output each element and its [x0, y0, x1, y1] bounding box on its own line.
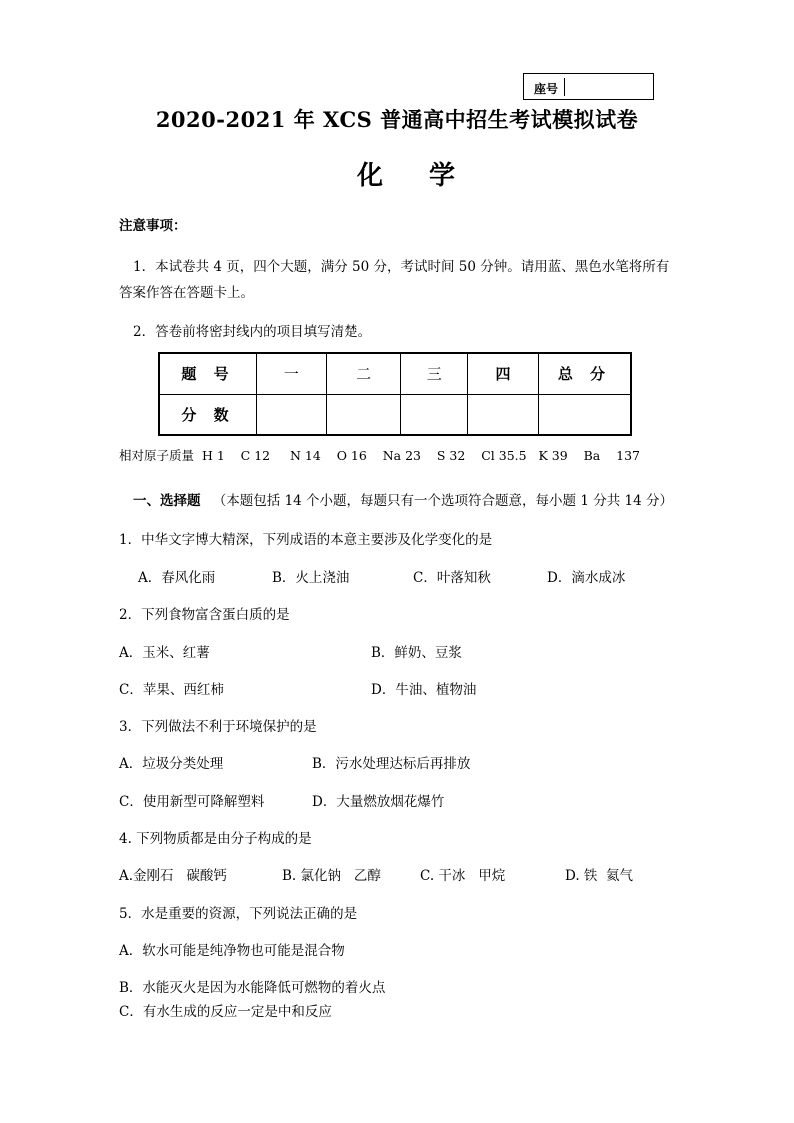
seat-number-box	[523, 73, 654, 100]
relative-atomic-masses: 相对原子质量 H 1 C 12 N 14 O 16 Na 23 S 32 Cl 35.5 K 39 Ba 137	[119, 448, 640, 463]
score-cell	[326, 394, 401, 435]
seat-number-label: 座号	[534, 82, 559, 96]
question-4-option-c: C. 干冰 甲烷	[420, 868, 506, 884]
question-2-option-a: A．玉米、红薯	[119, 645, 210, 661]
seat-number-divider	[564, 78, 565, 96]
question-5-option-b: B．水能灭火是因为水能降低可燃物的着火点	[119, 980, 386, 996]
score-cell	[468, 394, 539, 435]
question-5-stem: 5．水是重要的资源，下列说法正确的是	[119, 906, 358, 922]
question-1-option-a: A．春风化雨	[138, 570, 216, 586]
score-table-header-cell: 一	[257, 353, 327, 394]
exam-title: 2020-2021 年 XCS 普通高中招生考试模拟试卷	[155, 107, 639, 132]
question-3-option-d: D．大量燃放烟花爆竹	[312, 794, 445, 810]
question-4-option-d: D. 铁 氦气	[565, 868, 634, 884]
question-2-option-c: C．苹果、西红柿	[119, 682, 224, 698]
question-4-option-b: B. 氯化钠 乙醇	[282, 868, 381, 884]
score-table-score-row	[159, 394, 631, 435]
section-1-title: 一、选择题	[133, 493, 201, 509]
question-3-option-c: C．使用新型可降解塑料	[119, 794, 265, 810]
score-table-header-cell: 二	[326, 353, 401, 394]
score-table-header-cell: 总 分	[538, 353, 631, 394]
notice-item-1-line-2: 答案作答在答题卡上。	[119, 285, 254, 301]
question-5-option-a: A．软水可能是纯净物也可能是混合物	[119, 943, 345, 959]
question-2-option-b: B．鲜奶、豆浆	[371, 645, 462, 661]
score-row-label: 分 数	[159, 394, 257, 435]
score-cell	[401, 394, 468, 435]
question-4-option-a: A.金刚石 碳酸钙	[119, 868, 227, 884]
question-1-stem: 1．中华文字博大精深，下列成语的本意主要涉及化学变化的是	[119, 532, 493, 548]
score-table-header-cell: 题 号	[159, 353, 257, 394]
notice-item-2: 2．答卷前将密封线内的项目填写清楚。	[133, 324, 372, 340]
question-3-option-b: B．污水处理达标后再排放	[312, 756, 471, 772]
score-table-header-cell: 四	[468, 353, 539, 394]
score-table-header-row	[159, 353, 631, 394]
notice-item-1-line-1: 1．本试卷共 4 页，四个大题，满分 50 分，考试时间 50 分钟。请用蓝、黑色水笔将所有	[133, 259, 670, 275]
question-1-option-c: C．叶落知秋	[413, 570, 491, 586]
score-cell	[538, 394, 631, 435]
question-1-option-d: D．滴水成冰	[547, 570, 626, 586]
score-cell	[257, 394, 327, 435]
score-table	[158, 352, 632, 436]
section-1-instruction: （本题包括 14 个小题，每题只有一个选项符合题意，每小题 1 分共 14 分）	[212, 493, 673, 509]
question-2-option-d: D．牛油、植物油	[371, 682, 477, 698]
notice-heading: 注意事项：	[119, 218, 187, 234]
subject-title: 化学	[357, 161, 502, 191]
section-1-heading	[119, 489, 673, 509]
question-5-option-c: C．有水生成的反应一定是中和反应	[119, 1004, 332, 1020]
question-3-option-a: A．垃圾分类处理	[119, 756, 224, 772]
question-2-stem: 2．下列食物富含蛋白质的是	[119, 607, 290, 623]
question-4-stem: 4. 下列物质都是由分子构成的是	[119, 831, 312, 847]
question-1-option-b: B．火上浇油	[272, 570, 350, 586]
question-3-stem: 3．下列做法不利于环境保护的是	[119, 719, 317, 735]
score-table-header-cell: 三	[401, 353, 468, 394]
